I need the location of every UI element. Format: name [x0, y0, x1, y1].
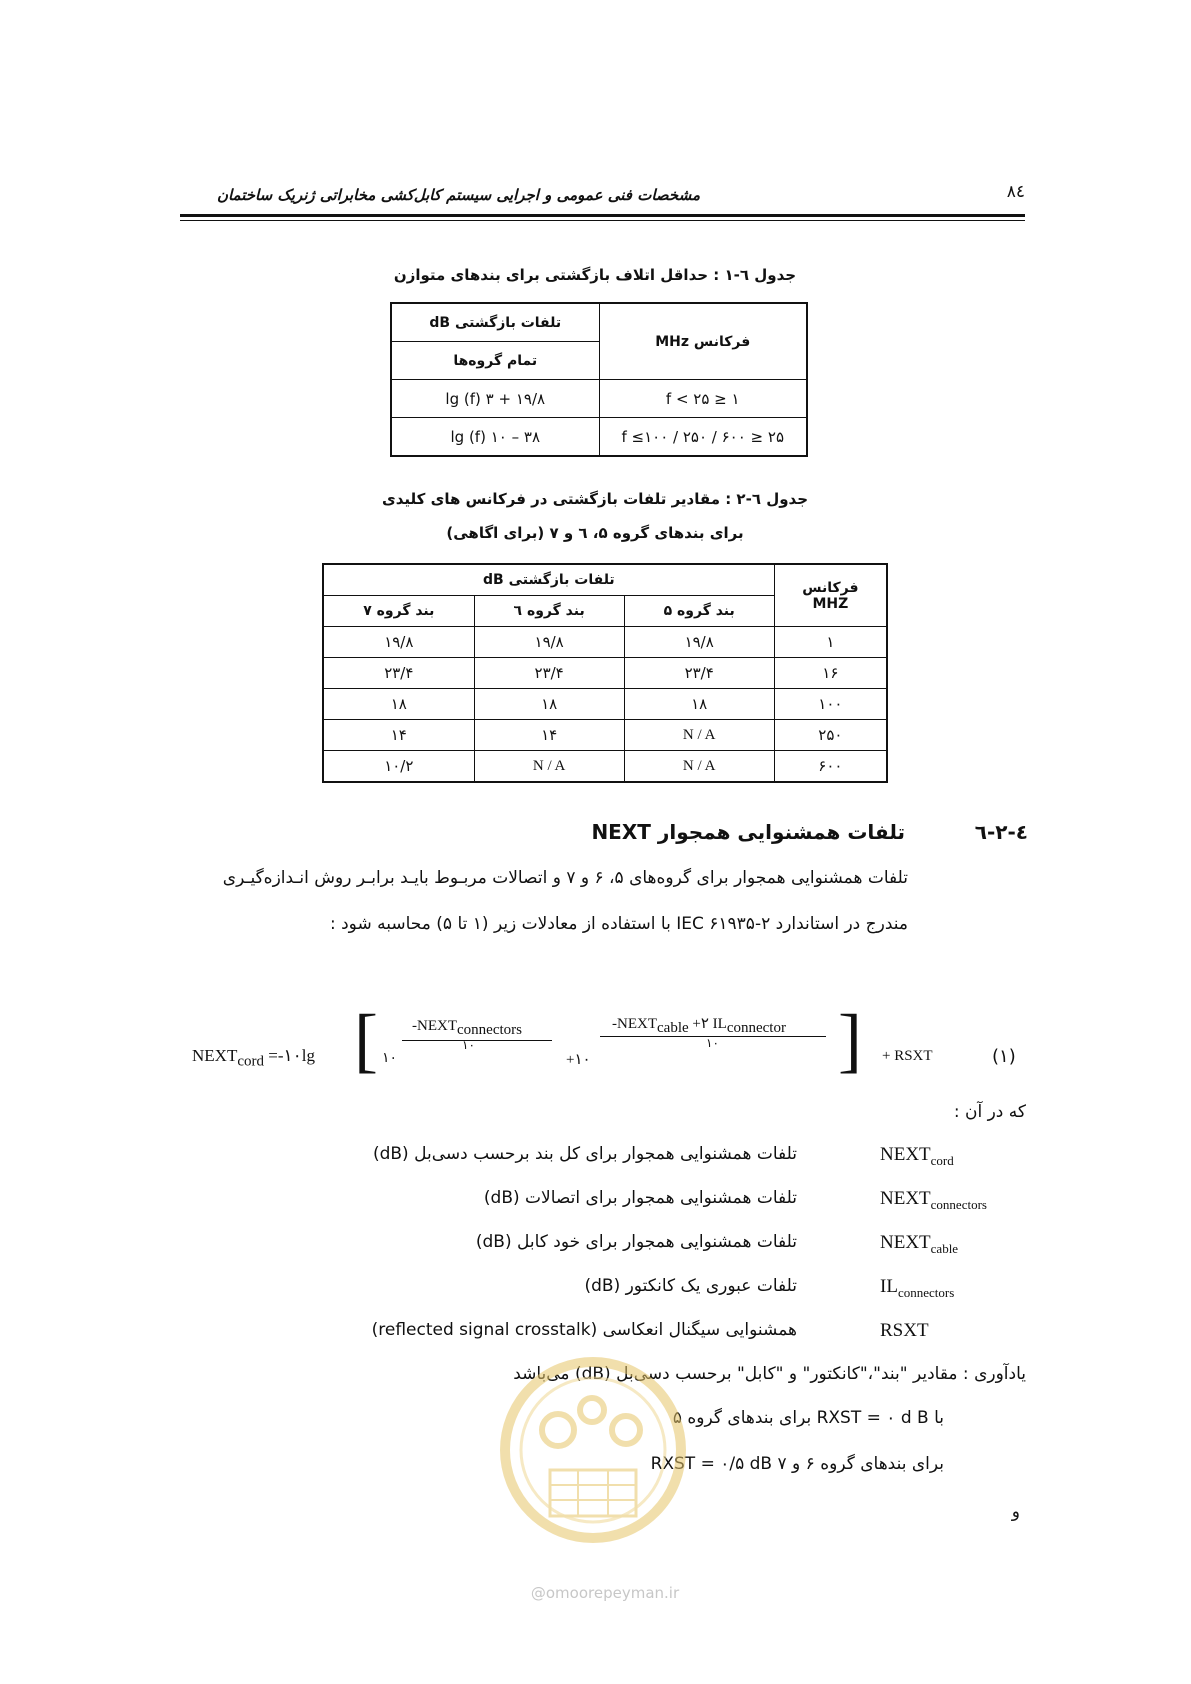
table-row	[391, 418, 807, 457]
table1	[390, 302, 808, 457]
equation-numerator-main: -NEXT	[612, 1016, 657, 1032]
table1-freq-cell: ۱ ≤ f < ۲۵	[599, 380, 807, 418]
table2-cell: ۱۰/۲	[323, 751, 474, 783]
table1-freq-header: فرکانس MHz	[599, 303, 807, 380]
definition-symbol	[880, 1144, 954, 1169]
definition-description: همشنوایی سیگنال انعکاسی (reflected signal crosstalk)	[371, 1320, 797, 1340]
rxst-line: با RXST = ۰ d B برای بندهای گروه ۵	[672, 1408, 944, 1428]
equation-numerator-sub: connectors	[457, 1022, 522, 1038]
definitions-intro: که در آن :	[953, 1102, 1026, 1122]
equation-numerator-main: -NEXT	[412, 1018, 457, 1034]
table2-class6-header: بند گروه ٦	[474, 596, 624, 627]
table2-cell: N / A	[474, 751, 624, 783]
table2-freq-label: فرکانس	[802, 579, 859, 596]
definition-description: تلفات عبوری یک کانکتور (dB)	[584, 1276, 797, 1296]
table1-loss-header: تلفات بازگشتی dB	[391, 303, 599, 342]
equation-lhs-sub: cord	[237, 1053, 264, 1070]
table2	[322, 563, 888, 783]
fraction-bar	[402, 1040, 552, 1041]
equation-plus-base: +۱۰	[566, 1052, 591, 1068]
header-rule	[180, 214, 1025, 217]
table2-cell: ۱۸	[474, 689, 624, 720]
table2-cell: ۱۹/۸	[474, 627, 624, 658]
equation-denominator: ۱۰	[462, 1038, 475, 1052]
equation-numerator-mid: +۲ IL	[688, 1016, 727, 1032]
table-row	[391, 380, 807, 418]
equation-bracket-right: ]	[838, 1000, 862, 1080]
equation-denominator: ۱۰	[706, 1036, 719, 1050]
note: یادآوری : مقادیر "بند"،"کانکتور" و "کابل" برحسب دسی‌بل (dB) می‌باشد	[513, 1364, 1026, 1384]
table2-freq-header	[774, 564, 887, 627]
table1-header-row	[391, 303, 807, 342]
table1-loss-subheader: تمام گروه‌ها	[391, 342, 599, 380]
paragraph-line: مندرج در استاندارد ۲-۶۱۹۳۵ IEC با استفاده از معادلات زیر (۱ تا ۵) محاسبه شود :	[329, 914, 908, 934]
table2-header-row	[323, 564, 887, 596]
table2-cell: ۲۳/۴	[323, 658, 474, 689]
table1-caption: جدول ٦-۱ : حداقل اتلاف بازگشتی برای بندهای متوازن	[393, 266, 797, 284]
table2-freq-cell: ۱	[774, 627, 887, 658]
table2-cell: ۱۸	[624, 689, 774, 720]
table1-freq-cell: ۲۵ ≤ f ≤۱۰۰ / ۲۵۰ / ۶۰۰	[599, 418, 807, 457]
page-number: ۸٤	[1006, 182, 1025, 202]
table-row	[323, 689, 887, 720]
watermark-text: @omoorepeyman.ir	[530, 1584, 680, 1602]
equation-numerator	[412, 1018, 522, 1039]
definition-description: تلفات همشنوایی همجوار برای اتصالات (dB)	[483, 1188, 797, 1208]
table-row	[323, 751, 887, 783]
equation-lhs	[192, 1046, 315, 1070]
definition-symbol	[880, 1188, 987, 1213]
equation-numerator	[612, 1014, 786, 1037]
table2-cell: ۱۴	[474, 720, 624, 751]
definition-symbol-main: NEXT	[880, 1188, 931, 1209]
equation-base: ۱۰	[382, 1051, 398, 1066]
definition-symbol-main: NEXT	[880, 1232, 931, 1253]
table2-freq-cell: ۱۰۰	[774, 689, 887, 720]
table2-caption-line2: برای بندهای گروه ۵، ٦ و ۷ (برای اگاهی)	[446, 524, 744, 542]
equation-rhs: + RSXT	[882, 1048, 933, 1064]
table-row	[323, 720, 887, 751]
section-title: تلفات همشنوایی همجوار NEXT	[591, 820, 905, 844]
trailing-text: و	[1011, 1502, 1020, 1522]
definition-symbol-main: RSXT	[880, 1320, 929, 1341]
equation-number: (۱)	[992, 1046, 1016, 1067]
table2-cell: ۲۳/۴	[474, 658, 624, 689]
table2-caption: جدول ٦-۲ : مقادیر تلفات بازگشتی در فرکانس های کلیدی	[381, 490, 809, 508]
definition-symbol-main: NEXT	[880, 1144, 931, 1165]
definition-symbol	[880, 1320, 929, 1342]
equation-numerator-sub: connector	[726, 1020, 786, 1036]
table2-cell: ۲۳/۴	[624, 658, 774, 689]
table2-cell: ۱۹/۸	[624, 627, 774, 658]
equation-numerator-sub: cable	[657, 1020, 689, 1036]
definition-symbol-sub: connectors	[930, 1196, 987, 1212]
table2-cell: ۱۸	[323, 689, 474, 720]
definition-symbol	[880, 1232, 958, 1257]
table-row	[323, 658, 887, 689]
section-number: ٦-۲-٤	[974, 820, 1028, 844]
paragraph-line: تلفات همشنوایی همجوار برای گروه‌های ۵، ۶ و ۷ و اتصالات مربـوط بایـد برابـر روش انـدازه‌گیـری	[222, 868, 908, 888]
table2-cell: ۱۹/۸	[323, 627, 474, 658]
table2-class7-header: بند گروه ۷	[323, 596, 474, 627]
table2-class5-header: بند گروه ۵	[624, 596, 774, 627]
table1-loss-cell: ۳۸ – ۱۰ lg (f)	[391, 418, 599, 457]
equation-lhs-main: NEXT	[192, 1046, 238, 1065]
equation-lhs-rest: =-۱۰lg	[263, 1046, 315, 1065]
table2-cell: N / A	[624, 720, 774, 751]
table2-cell: N / A	[624, 751, 774, 783]
definition-description: تلفات همشنوایی همجوار برای کل بند برحسب دسی‌بل (dB)	[372, 1144, 797, 1164]
running-title: مشخصات فنی عمومی و اجرایی سیستم کابل‌کشی مخابراتی ژنریک ساختمان	[216, 186, 700, 204]
watermark-seal-icon	[488, 1340, 698, 1570]
table2-cell: ۱۴	[323, 720, 474, 751]
header-rule-thin	[180, 220, 1025, 221]
table2-freq-cell: ۱۶	[774, 658, 887, 689]
table2-freq-cell: ۲۵۰	[774, 720, 887, 751]
definition-symbol	[880, 1276, 954, 1301]
definition-symbol-sub: cable	[930, 1240, 959, 1256]
equation-bracket-left: [	[354, 1000, 378, 1080]
table2-loss-header: تلفات بازگشتی dB	[323, 564, 774, 596]
definition-symbol-sub: connectors	[897, 1284, 955, 1300]
table2-freq-cell: ۶۰۰	[774, 751, 887, 783]
definition-description: تلفات همشنوایی همجوار برای خود کابل (dB)	[475, 1232, 797, 1252]
table-row	[323, 627, 887, 658]
rxst-line: RXST = ۰/۵ dB برای بندهای گروه ۶ و ۷	[650, 1454, 944, 1474]
table2-freq-unit: MHZ	[812, 595, 849, 612]
definition-symbol-sub: cord	[930, 1152, 954, 1168]
table1-loss-cell: ۱۹/۸ + ۳ lg (f)	[391, 380, 599, 418]
definition-symbol-main: IL	[880, 1276, 898, 1297]
